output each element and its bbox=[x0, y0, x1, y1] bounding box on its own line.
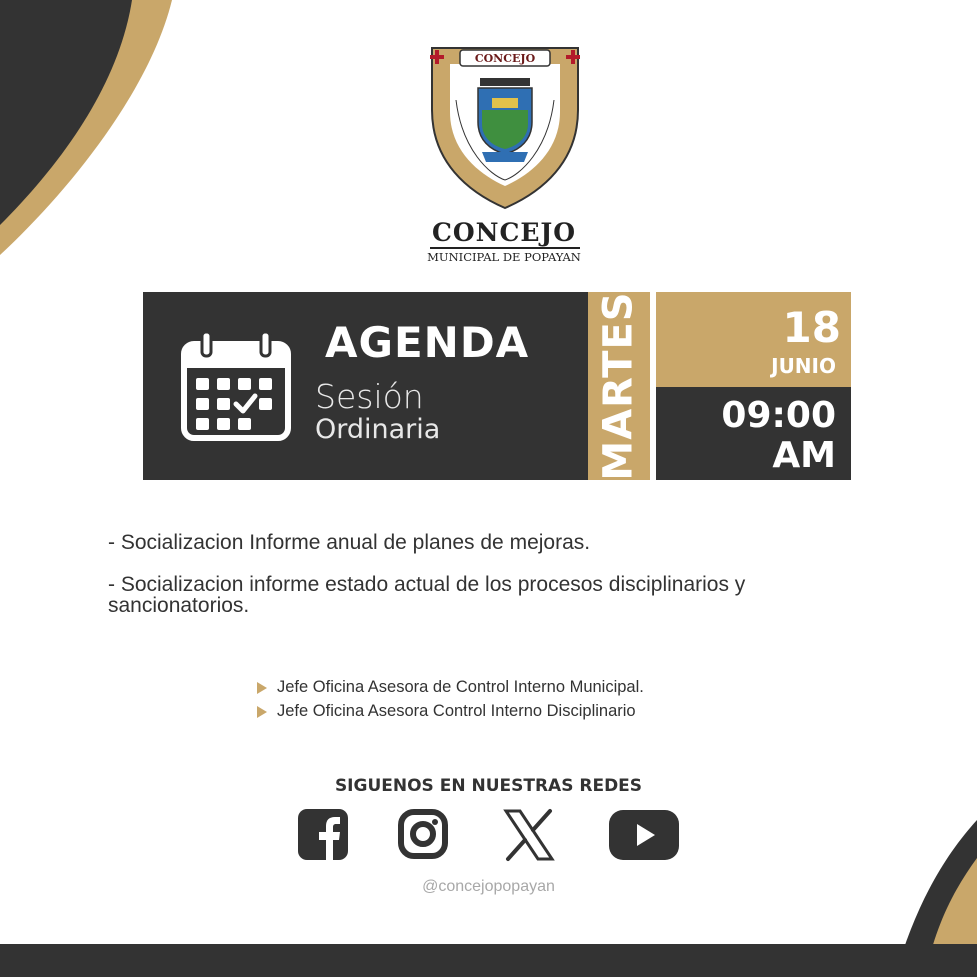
topic-item: - Socializacion informe estado actual de los procesos disciplinarios y sancionatorios. bbox=[108, 573, 746, 617]
brand-divider bbox=[430, 247, 580, 249]
svg-text:CONCEJO: CONCEJO bbox=[474, 52, 536, 65]
weekday-label: MARTES bbox=[596, 291, 642, 481]
instagram-icon[interactable] bbox=[398, 808, 450, 862]
session-type-line2: Ordinaria bbox=[315, 414, 441, 445]
session-type-line1: Sesión bbox=[315, 377, 424, 416]
time-label bbox=[656, 396, 836, 476]
concejo-seal-logo bbox=[420, 40, 590, 215]
date-month: JUNIO bbox=[771, 354, 836, 378]
calendar-icon bbox=[180, 330, 292, 442]
x-icon[interactable] bbox=[503, 808, 555, 862]
participant-label: Jefe Oficina Asesora Control Interno Disciplinario bbox=[277, 702, 636, 720]
bullet-arrow-icon bbox=[257, 682, 267, 694]
participant-item bbox=[257, 678, 644, 697]
brand-title: CONCEJO bbox=[431, 218, 577, 247]
participant-label: Jefe Oficina Asesora de Control Interno Municipal. bbox=[277, 678, 644, 696]
social-title: SIGUENOS EN NUESTRAS REDES bbox=[334, 776, 643, 796]
youtube-icon[interactable] bbox=[608, 808, 680, 862]
time-value: 09:00 bbox=[721, 395, 836, 436]
date-day: 18 bbox=[782, 303, 841, 352]
topic-item: - Socializacion Informe anual de planes de mejoras. bbox=[108, 531, 591, 554]
agenda-title: AGENDA bbox=[325, 318, 530, 367]
time-ampm: AM bbox=[772, 435, 836, 476]
social-handle[interactable]: @concejopopayan bbox=[422, 878, 555, 895]
weekday-label-wrap bbox=[588, 292, 650, 480]
facebook-icon[interactable] bbox=[298, 808, 350, 862]
participant-item bbox=[257, 702, 636, 721]
brand-subtitle: MUNICIPAL DE POPAYAN bbox=[427, 250, 581, 264]
bullet-arrow-icon bbox=[257, 706, 267, 718]
